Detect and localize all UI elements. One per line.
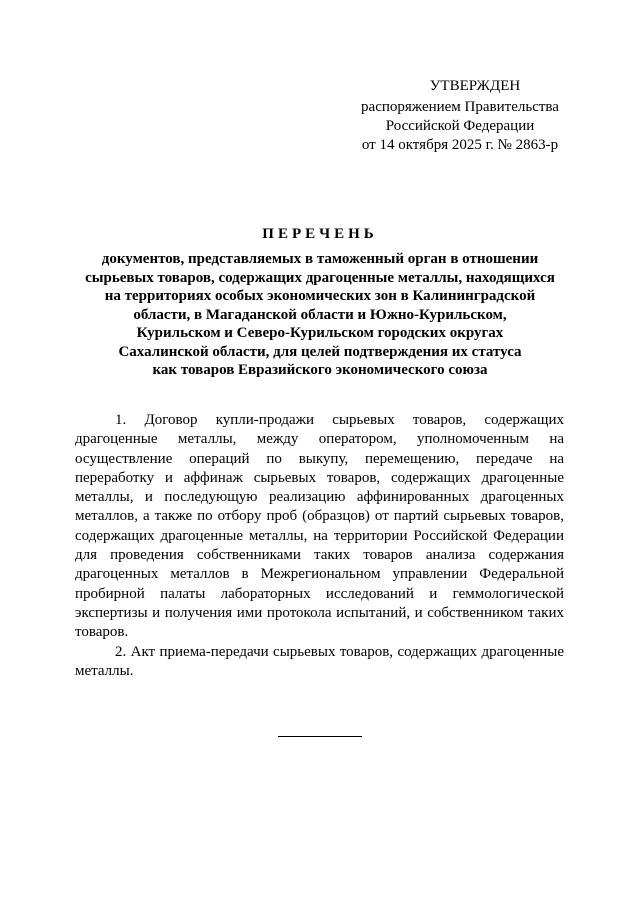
subtitle-line: Курильском и Северо-Курильском городских округах bbox=[136, 325, 504, 341]
subtitle-line: как товаров Евразийского экономического союза bbox=[152, 362, 488, 378]
approval-line-date: от 14 октября 2025 г. № 2863-р bbox=[361, 137, 559, 153]
approval-block bbox=[340, 77, 580, 155]
subtitle-line: на территориях особых экономических зон в Калининградской bbox=[104, 288, 536, 304]
subtitle-line: Сахалинской области, для целей подтверждения их статуса bbox=[118, 343, 522, 360]
document-items-list bbox=[75, 411, 564, 681]
approval-line-government: Российской Федерации bbox=[385, 118, 535, 134]
subtitle-line: документов, представляемых в таможенный орган в отношении bbox=[101, 251, 539, 267]
document-title: ПЕРЕЧЕНЬ bbox=[262, 226, 378, 242]
document-item-1: 1. Договор купли-продажи сырьевых товаров, содержащих драгоценные металлы, между оператором, уполномоченным на осуществление операций по выкупу, перемещению, передаче на переработку и аффинаж сырьевых товаров, содержащих драгоценные металлы, и последующую реализацию аффинированных драгоценных металлов, а также по отбору проб (образцов) от партий сырьевых товаров, содержащих драгоценные металлы, на территории Российской Федерации для проведения собственниками таких товаров анализа содержания драгоценных металлов в Межрегиональном управлении Федеральной пробирной палаты лабораторных исследований и геммологической экспертизы и получения ими протокола испытаний, и собственником таких товаров. bbox=[75, 412, 564, 641]
end-divider bbox=[278, 736, 362, 737]
approval-stamp: УТВЕРЖДЕН bbox=[429, 78, 521, 94]
document-item-2: 2. Акт приема-передачи сырьевых товаров, содержащих драгоценные металлы. bbox=[75, 643, 564, 679]
subtitle-line: сырьевых товаров, содержащих драгоценные металлы, находящихся bbox=[85, 269, 555, 286]
subtitle-line: области, в Магаданской области и Южно-Курильском, bbox=[133, 306, 507, 323]
document-subtitle bbox=[70, 250, 570, 380]
approval-line-order: распоряжением Правительства bbox=[361, 99, 559, 115]
